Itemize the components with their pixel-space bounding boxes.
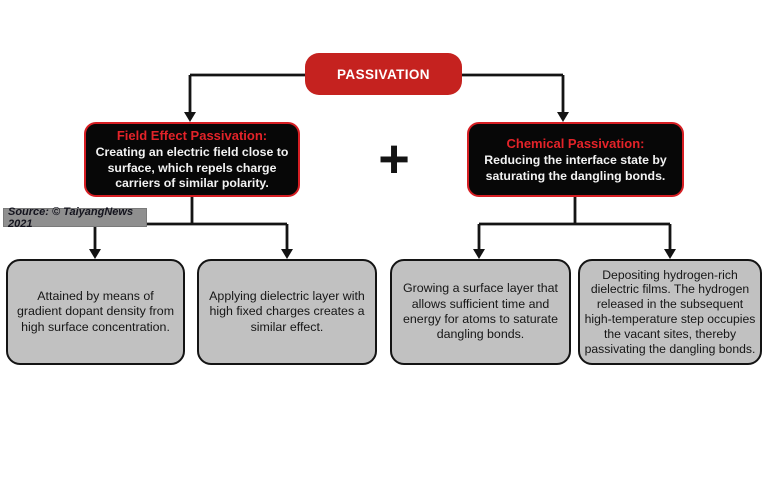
leaf-node-text: Depositing hydrogen-rich dielectric films. The hydrogen released in the subsequent high-temperature step occupies the vacant sites, thereby passivating the dangling bonds. <box>584 267 756 356</box>
branch-title: Field Effect Passivation: <box>116 128 268 144</box>
branch-node-field-effect-passivation <box>84 122 300 197</box>
leaf-node-text: Growing a surface layer that allows sufficient time and energy for atoms to saturate dangling bonds. <box>403 281 558 342</box>
leaf-node-text: Applying dielectric layer with high fixed charges creates a similar effect. <box>209 289 365 334</box>
branch-node-chemical-passivation <box>467 122 684 197</box>
source-credit-bar <box>3 205 147 230</box>
root-node-label: PASSIVATION <box>337 66 430 82</box>
branch-title: Chemical Passivation: <box>506 136 645 151</box>
leaf-node-text: Attained by means of gradient dopant density from high surface concentration. <box>16 289 175 334</box>
leaf-node-surface-layer-growth <box>390 259 571 365</box>
leaf-node-dielectric-layer <box>197 259 377 365</box>
leaf-node-gradient-dopant <box>6 259 185 365</box>
root-node-passivation <box>305 53 462 95</box>
branch-body: Reducing the interface state by saturating the dangling bonds. <box>484 153 667 183</box>
branch-body: Creating an electric field close to surface, which repels charge carriers of similar polarity. <box>95 145 289 191</box>
plus-symbol: + <box>378 129 410 189</box>
leaf-node-hydrogen-rich-films <box>578 259 762 365</box>
source-credit-label: Source: © TaiyangNews 2021 <box>8 205 134 230</box>
